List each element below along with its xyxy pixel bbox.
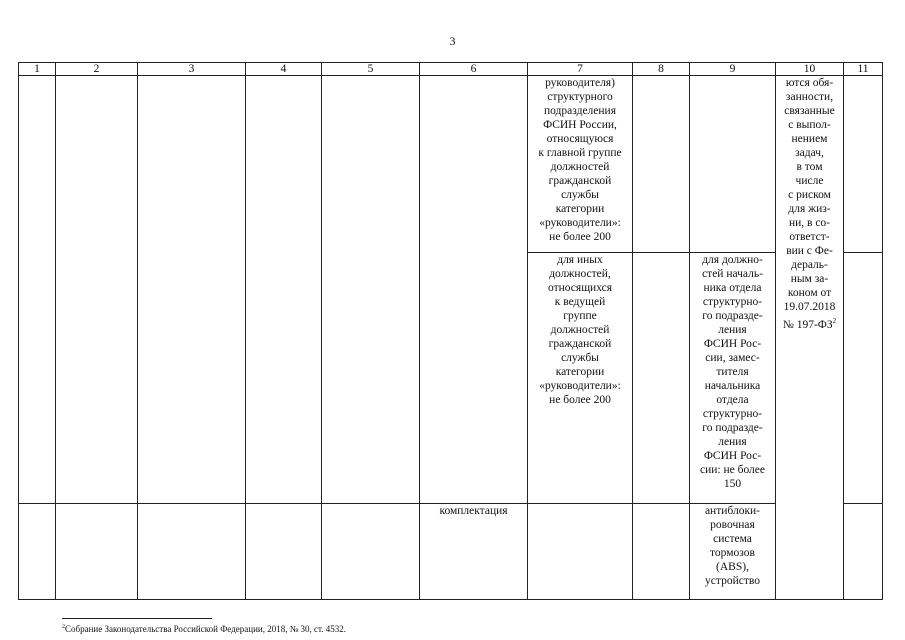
table-cell bbox=[246, 76, 322, 504]
document-table bbox=[18, 62, 883, 600]
column-header: 8 bbox=[633, 63, 690, 76]
table-cell bbox=[776, 76, 844, 600]
footnote-divider bbox=[62, 618, 212, 619]
cell-text: ются обя- занности, связанные с выпол- нением задач, в том числе с риском для жиз- ни, в со- ответст- вии с Фе- дераль- ным за- коном от 19.07.2018 № 197-ФЗ bbox=[782, 77, 836, 331]
column-header: 1 bbox=[19, 63, 56, 76]
column-header: 4 bbox=[246, 63, 322, 76]
table-cell bbox=[528, 253, 633, 504]
cell-text: руководителя) структурного подразделения ФСИН России, относящуюся к главной группе должностей гражданской службы категории «руководители»: не более 200 bbox=[538, 77, 622, 243]
cell-text: комплектация bbox=[439, 505, 508, 517]
column-header: 10 bbox=[776, 63, 844, 76]
column-header: 11 bbox=[844, 63, 883, 76]
column-header: 3 bbox=[138, 63, 246, 76]
footnote bbox=[62, 624, 346, 634]
cell-text: для должно- стей началь- ника отдела структурно- го подразде- ления ФСИН Рос- сии, замес- тителя начальника отдела структурно- го подразде- ления ФСИН Рос- сии: не более 150 bbox=[699, 254, 765, 490]
table-cell bbox=[633, 253, 690, 504]
table-cell bbox=[690, 76, 776, 253]
table-cell bbox=[138, 76, 246, 504]
table-cell bbox=[633, 76, 690, 253]
table-cell bbox=[690, 253, 776, 504]
cell-text: антиблоки- ровочная система тормозов (ABS), устройство bbox=[704, 505, 761, 587]
table-cell bbox=[138, 504, 246, 600]
table-cell bbox=[56, 504, 138, 600]
page-number: 3 bbox=[449, 34, 456, 48]
table-cell bbox=[322, 504, 420, 600]
table-row bbox=[19, 504, 883, 600]
footnote-marker: 2 bbox=[832, 317, 837, 325]
table-cell bbox=[528, 76, 633, 253]
table-cell bbox=[19, 76, 56, 504]
footnote-marker: 2 bbox=[62, 624, 65, 630]
table-cell bbox=[690, 504, 776, 600]
column-header: 9 bbox=[690, 63, 776, 76]
column-header: 2 bbox=[56, 63, 138, 76]
column-header: 7 bbox=[528, 63, 633, 76]
table-cell bbox=[844, 504, 883, 600]
cell-text: для иных должностей, относящихся к ведущей группе должностей гражданской службы категории «руководители»: не более 200 bbox=[539, 254, 621, 406]
table-cell bbox=[322, 76, 420, 504]
table-cell bbox=[420, 76, 528, 504]
table-cell bbox=[633, 504, 690, 600]
table-cell bbox=[246, 504, 322, 600]
table-cell bbox=[420, 504, 528, 600]
header-row bbox=[19, 63, 883, 76]
table-cell bbox=[844, 76, 883, 253]
table-cell bbox=[844, 253, 883, 504]
cell-text bbox=[783, 77, 836, 331]
table-cell bbox=[19, 504, 56, 600]
table-row bbox=[19, 76, 883, 253]
column-header: 5 bbox=[322, 63, 420, 76]
footnote-text: Собрание Законодательства Российской Федерации, 2018, № 30, ст. 4532. bbox=[65, 624, 347, 634]
table-cell bbox=[528, 504, 633, 600]
table-cell bbox=[56, 76, 138, 504]
column-header: 6 bbox=[420, 63, 528, 76]
